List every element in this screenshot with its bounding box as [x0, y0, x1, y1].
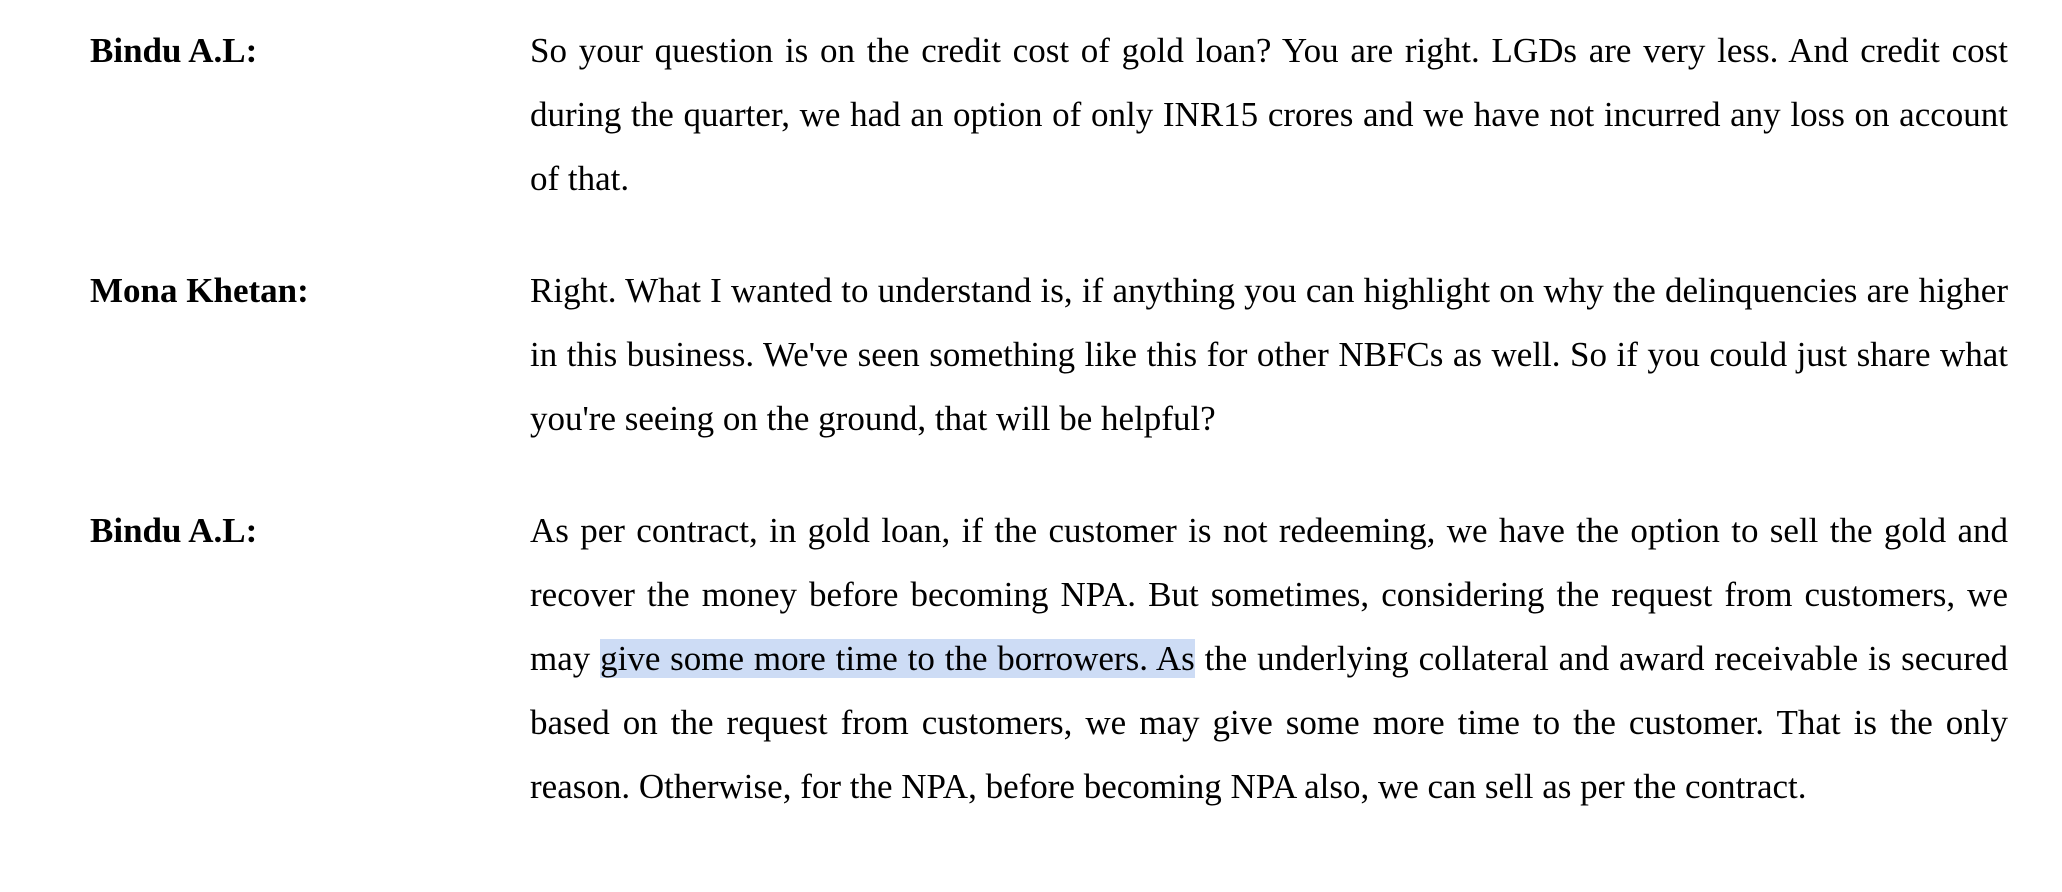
speech-text[interactable] — [530, 499, 2008, 819]
speech-text[interactable]: So your question is on the credit cost of gold loan? You are right. LGDs are very less. And credit cost during the quarter, we had an option of only INR15 crores and we have not incurred any loss on account of that. — [530, 31, 2008, 198]
text-selection-highlight[interactable]: give some more time to the borrowers. As — [600, 639, 1195, 678]
speech-text-segment: the underlying collateral and award receivable is secured based on the request from customers, we may give some more time to the customer. That is the only reason. Otherwise, for the NPA, before becoming NPA also, we can sell as per the contract. — [530, 639, 2008, 806]
speaker-name: Mona Khetan: — [90, 271, 309, 310]
speech-text[interactable]: Right. What I wanted to understand is, if anything you can highlight on why the delinquencies are higher in this business. We've seen something like this for other NBFCs as well. So if you could just share what you're seeing on the ground, that will be helpful? — [530, 271, 2008, 438]
speaker-name: Bindu A.L: — [90, 511, 258, 550]
speech-text-segment: As per contract, in gold loan, if the customer is not redeeming, we have the option to sell the gold and recover the money before becoming NPA. But sometimes, considering the request from customers, we may — [530, 511, 2008, 678]
speaker-name: Bindu A.L: — [90, 31, 258, 70]
